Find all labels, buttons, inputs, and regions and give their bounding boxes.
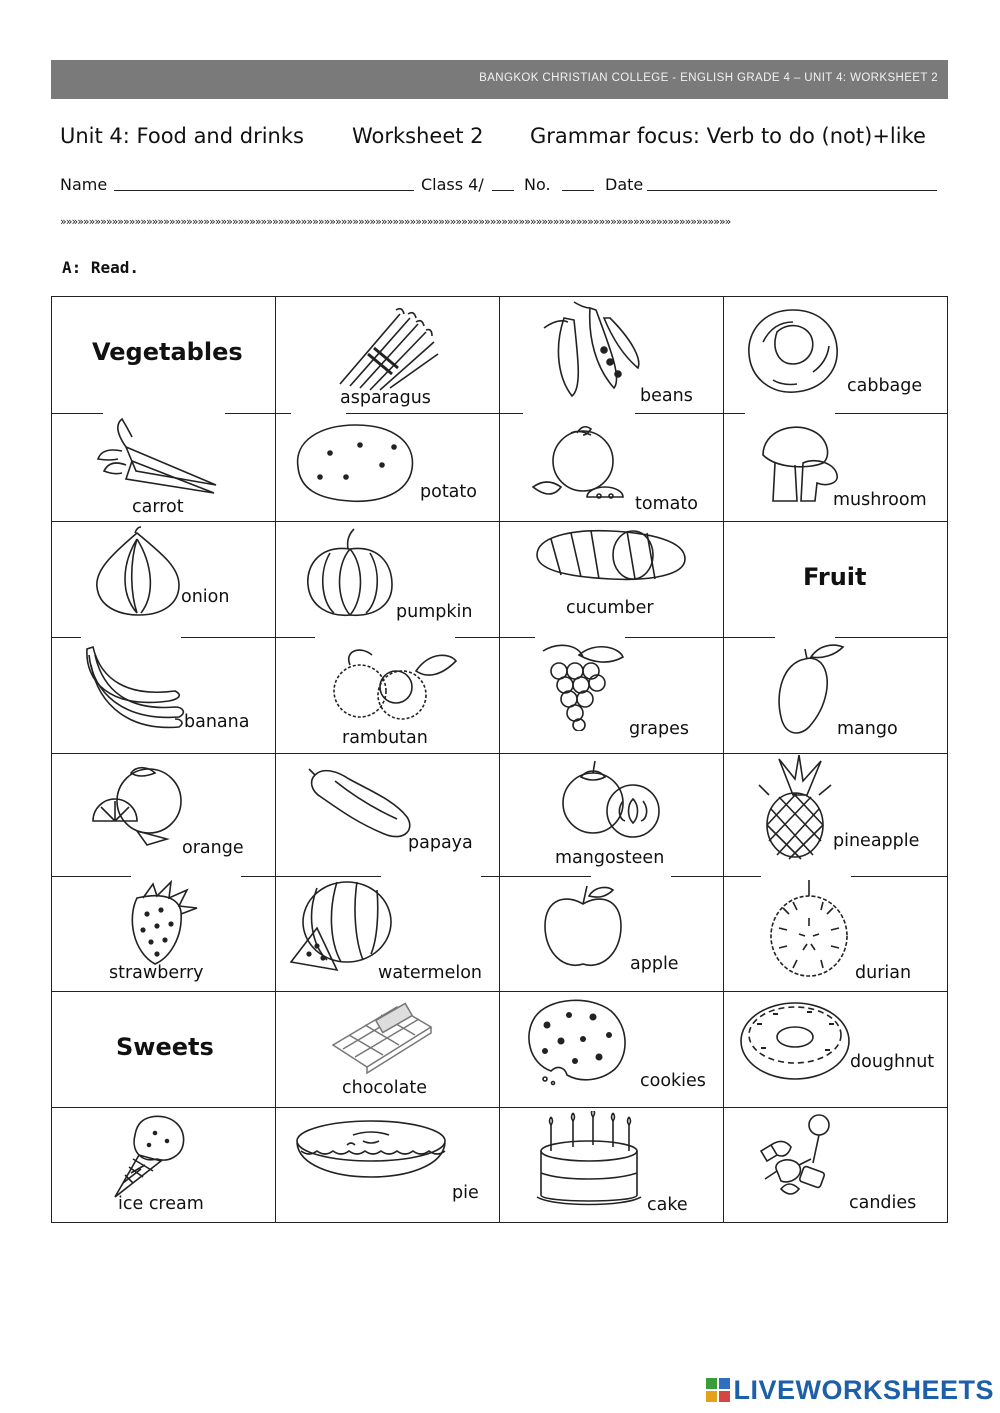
card-pie bbox=[275, 1107, 499, 1222]
cabbage-icon bbox=[743, 302, 843, 397]
card-mango bbox=[723, 637, 947, 753]
no-label: No. bbox=[524, 175, 551, 194]
label-ice-cream: ice cream bbox=[118, 1194, 204, 1214]
name-label: Name bbox=[60, 175, 108, 194]
chevron-divider: »»»»»»»»»»»»»»»»»»»»»»»»»»»»»»»»»»»»»»»»»»»»»»»»»»»»»»»»»»»»»»»»»»»»»»»»»»»»»»»»»»»»»»»»»»»»»»»»»»»»»»»»»»»»»»»»»»»»» bbox=[60, 215, 731, 228]
card-grapes bbox=[499, 637, 723, 753]
brand-text: LIVEWORKSHEETS bbox=[733, 1375, 994, 1405]
label-mangosteen: mangosteen bbox=[555, 848, 665, 868]
label-doughnut: doughnut bbox=[850, 1052, 935, 1072]
card-asparagus bbox=[275, 296, 499, 413]
card-durian bbox=[723, 876, 947, 991]
card-carrot bbox=[51, 413, 275, 521]
category-fruit: Fruit bbox=[803, 563, 867, 591]
label-asparagus: asparagus bbox=[340, 388, 431, 408]
label-onion: onion bbox=[181, 587, 230, 607]
apple-icon bbox=[539, 880, 629, 972]
label-chocolate: chocolate bbox=[342, 1078, 427, 1098]
category-cell-fruit bbox=[723, 521, 947, 637]
papaya-icon bbox=[305, 761, 415, 841]
pie-icon bbox=[293, 1115, 453, 1185]
label-rambutan: rambutan bbox=[342, 728, 428, 748]
card-banana bbox=[51, 637, 275, 753]
card-strawberry bbox=[51, 876, 275, 991]
no-field[interactable] bbox=[562, 175, 594, 191]
label-papaya: papaya bbox=[408, 833, 473, 853]
cucumber-icon bbox=[531, 525, 691, 585]
tomato-icon bbox=[527, 417, 637, 512]
date-field[interactable] bbox=[647, 175, 937, 191]
card-mushroom bbox=[723, 413, 947, 521]
card-onion bbox=[51, 521, 275, 637]
label-strawberry: strawberry bbox=[109, 963, 204, 983]
label-cookies: cookies bbox=[640, 1071, 706, 1091]
carrot-icon bbox=[96, 417, 226, 497]
card-watermelon bbox=[275, 876, 499, 991]
card-cake bbox=[499, 1107, 723, 1222]
card-papaya bbox=[275, 753, 499, 876]
label-watermelon: watermelon bbox=[378, 963, 483, 983]
onion-icon bbox=[91, 525, 186, 620]
class-field[interactable] bbox=[492, 175, 514, 191]
liveworksheets-logo-icon bbox=[706, 1378, 730, 1402]
strawberry-icon bbox=[123, 878, 203, 968]
category-cell-sweets bbox=[51, 991, 275, 1107]
label-beans: beans bbox=[640, 386, 693, 406]
card-chocolate bbox=[275, 991, 499, 1107]
label-mango: mango bbox=[837, 719, 898, 739]
grapes-icon bbox=[539, 641, 629, 731]
card-mangosteen bbox=[499, 753, 723, 876]
doughnut-icon bbox=[737, 997, 857, 1085]
label-candies: candies bbox=[849, 1193, 917, 1213]
banner-text: BANGKOK CHRISTIAN COLLEGE - ENGLISH GRADE 4 – UNIT 4: WORKSHEET 2 bbox=[479, 72, 938, 84]
beans-icon bbox=[534, 298, 654, 403]
category-vegetables: Vegetables bbox=[92, 338, 243, 366]
card-candies bbox=[723, 1107, 947, 1222]
ice-cream-icon bbox=[111, 1111, 191, 1201]
card-tomato bbox=[499, 413, 723, 521]
rambutan-icon bbox=[320, 641, 460, 726]
card-cucumber bbox=[499, 521, 723, 637]
title-row bbox=[60, 124, 940, 154]
asparagus-icon bbox=[330, 304, 450, 394]
label-cucumber: cucumber bbox=[566, 598, 654, 618]
label-tomato: tomato bbox=[635, 494, 698, 514]
mangosteen-icon bbox=[557, 759, 667, 839]
section-label: A: Read. bbox=[62, 258, 140, 277]
label-cake: cake bbox=[647, 1195, 688, 1215]
worksheet-title: Worksheet 2 bbox=[352, 124, 484, 148]
header-banner bbox=[51, 60, 948, 99]
label-mushroom: mushroom bbox=[833, 490, 927, 510]
cookies-icon bbox=[521, 995, 631, 1087]
name-field[interactable] bbox=[114, 175, 414, 191]
durian-icon bbox=[763, 878, 853, 978]
card-potato bbox=[275, 413, 499, 521]
card-pumpkin bbox=[275, 521, 499, 637]
banana-icon bbox=[79, 641, 189, 731]
card-beans bbox=[499, 296, 723, 413]
chocolate-icon bbox=[327, 997, 437, 1075]
card-apple bbox=[499, 876, 723, 991]
label-cabbage: cabbage bbox=[847, 376, 923, 396]
pineapple-icon bbox=[749, 755, 839, 860]
label-apple: apple bbox=[630, 954, 679, 974]
label-orange: orange bbox=[182, 838, 244, 858]
card-pineapple bbox=[723, 753, 947, 876]
candies-icon bbox=[751, 1111, 841, 1201]
mushroom-icon bbox=[753, 417, 843, 507]
cake-icon bbox=[533, 1111, 643, 1206]
pumpkin-icon bbox=[300, 525, 400, 620]
label-pineapple: pineapple bbox=[833, 831, 920, 851]
brand-logo[interactable] bbox=[694, 1375, 994, 1405]
label-banana: banana bbox=[184, 712, 250, 732]
date-label: Date bbox=[605, 175, 644, 194]
label-durian: durian bbox=[855, 963, 912, 983]
orange-icon bbox=[87, 761, 197, 846]
card-orange bbox=[51, 753, 275, 876]
class-label: Class 4/ bbox=[421, 175, 484, 194]
grammar-focus: Grammar focus: Verb to do (not)+like bbox=[530, 124, 926, 148]
label-potato: potato bbox=[420, 482, 477, 502]
vocabulary-grid bbox=[51, 296, 948, 1223]
category-cell-vegetables bbox=[51, 296, 275, 413]
label-grapes: grapes bbox=[629, 719, 690, 739]
label-pie: pie bbox=[452, 1183, 479, 1203]
card-rambutan bbox=[275, 637, 499, 753]
potato-icon bbox=[290, 417, 420, 507]
category-sweets: Sweets bbox=[116, 1033, 214, 1061]
card-cabbage bbox=[723, 296, 947, 413]
card-cookies bbox=[499, 991, 723, 1107]
label-pumpkin: pumpkin bbox=[396, 602, 473, 622]
label-carrot: carrot bbox=[132, 497, 184, 517]
unit-title: Unit 4: Food and drinks bbox=[60, 124, 304, 148]
card-doughnut bbox=[723, 991, 947, 1107]
card-ice-cream bbox=[51, 1107, 275, 1222]
